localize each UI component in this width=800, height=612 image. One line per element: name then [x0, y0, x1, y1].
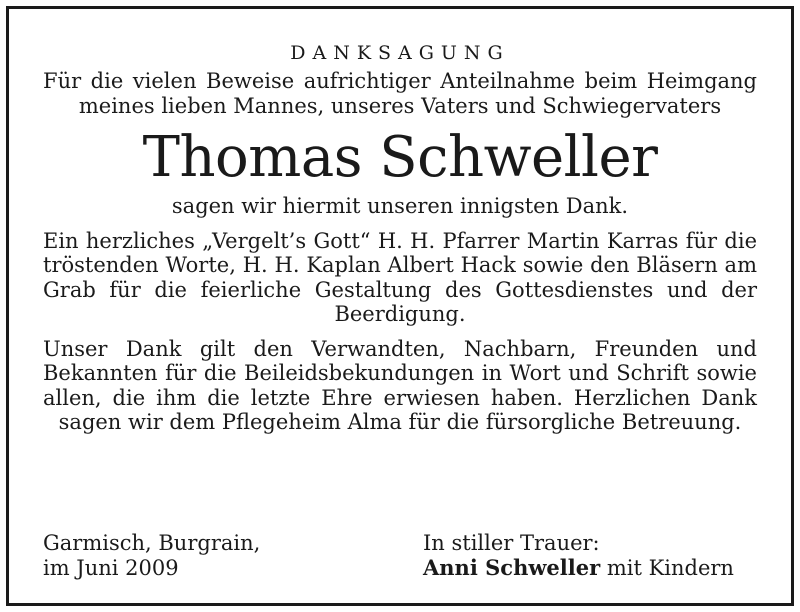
signature-block: [423, 531, 757, 580]
notice-frame: [6, 6, 794, 606]
signer-line: [423, 556, 757, 581]
relatives-thanks-paragraph: Unser Dank gilt den Verwandten, Nachbarn, Freunden und Bekannten für die Beileidsbekundungen in Wort und Schrift sowie allen, die ihm die letzte Ehre erwiesen haben. Herzlichen Dank sagen wir dem Pflegeheim Alma für die fürsorgliche Betreuung.: [43, 336, 757, 434]
mourning-line: In stiller Trauer:: [423, 531, 600, 555]
signer-suffix: mit Kindern: [600, 555, 734, 580]
clergy-thanks-paragraph: Ein herzliches „Vergelt’s Gott“ H. H. Pfarrer Martin Karras für die tröstenden Worte, H. H. Kaplan Albert Hack sowie den Bläsern am Grab für die feierliche Gestaltung des Gottesdienstes und der Beerdigung.: [43, 228, 757, 326]
date-line: im Juni 2009: [43, 555, 179, 580]
notice-heading: DANKSAGUNG: [290, 42, 510, 64]
deceased-name: Thomas Schweller: [142, 125, 658, 190]
place-date-block: [43, 531, 373, 580]
place-line: Garmisch, Burgrain,: [43, 531, 261, 555]
notice-content: [43, 41, 757, 580]
intro-paragraph: Für die vielen Beweise aufrichtiger Anteilnahme beim Heimgang meines lieben Mannes, unseres Vaters und Schwiegervaters: [43, 69, 757, 118]
signer-name: Anni Schweller: [423, 554, 601, 580]
notice-footer: [43, 531, 757, 591]
thanks-line: sagen wir hiermit unseren innigsten Dank.: [171, 194, 629, 218]
